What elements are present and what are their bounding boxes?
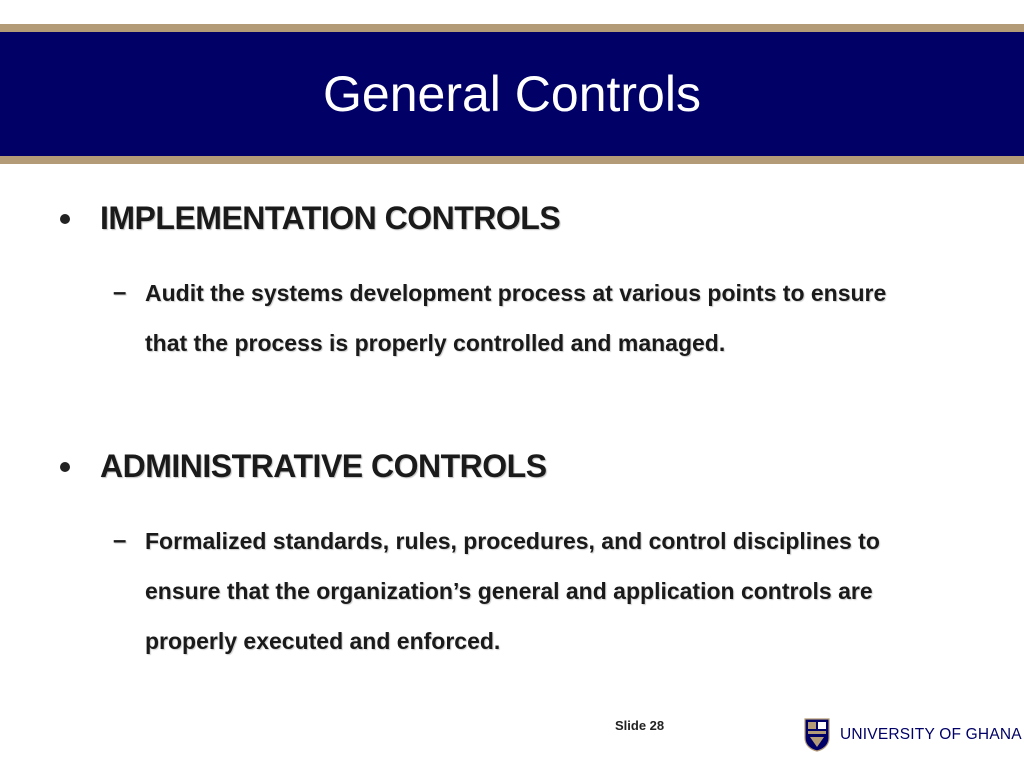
institution-name: UNIVERSITY OF GHANA bbox=[840, 726, 1022, 743]
slide-number: Slide 28 bbox=[615, 718, 665, 733]
top-accent-rule bbox=[0, 24, 1024, 32]
text-line: Formalized standards, rules, procedures, and control disciplines to bbox=[145, 528, 880, 554]
slide-title: General Controls bbox=[323, 66, 701, 122]
university-logo bbox=[804, 718, 1022, 752]
section-implementation bbox=[60, 200, 560, 237]
text-line: properly executed and enforced. bbox=[145, 628, 501, 654]
section-administrative bbox=[60, 448, 547, 485]
section-heading: ADMINISTRATIVE CONTROLS bbox=[100, 448, 547, 484]
sub-bullet-text bbox=[145, 268, 886, 368]
bullet-icon bbox=[60, 214, 70, 224]
text-line: Audit the systems development process at various points to ensure bbox=[145, 280, 887, 306]
sub-bullet-implementation bbox=[113, 268, 933, 368]
text-line: ensure that the organization’s general and application controls are bbox=[145, 578, 873, 604]
sub-bullet-administrative bbox=[113, 516, 933, 666]
sub-bullet-text bbox=[145, 516, 880, 666]
section-heading: IMPLEMENTATION CONTROLS bbox=[100, 200, 561, 236]
dash-icon: – bbox=[113, 527, 127, 554]
university-crest-icon bbox=[804, 718, 830, 752]
text-line: that the process is properly controlled and managed. bbox=[145, 330, 726, 356]
bottom-accent-rule bbox=[0, 156, 1024, 164]
bullet-icon bbox=[60, 462, 70, 472]
dash-icon: – bbox=[113, 279, 127, 306]
